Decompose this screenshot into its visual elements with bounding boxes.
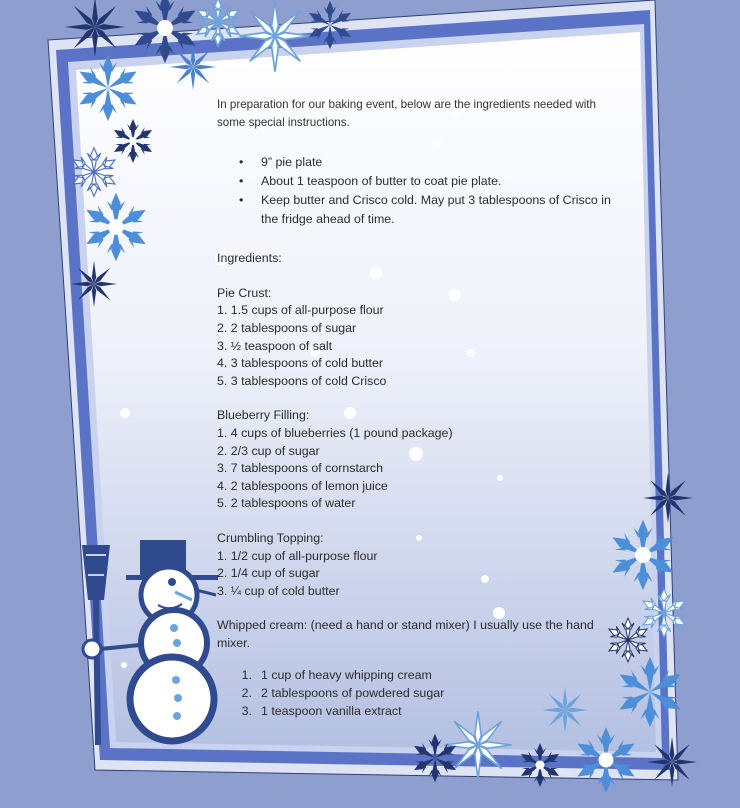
- blueberry-filling-item: 1. 4 cups of blueberries (1 pound package): [217, 425, 453, 440]
- pie-crust-item: 1. 1.5 cups of all-purpose flour: [217, 303, 384, 318]
- bullet-item: • Keep butter and Crisco cold. May put 3 tablespoons of Crisco in the fridge ahead of time.: [217, 191, 627, 229]
- blueberry-filling-item: 2. 2/3 cup of sugar: [217, 443, 320, 458]
- bullet-list: [217, 153, 627, 229]
- blueberry-filling-heading: Blueberry Filling:: [217, 408, 310, 423]
- list-number: 2.: [241, 686, 252, 701]
- pie-crust-heading: Pie Crust:: [217, 285, 272, 300]
- crumbling-topping-heading: Crumbling Topping:: [217, 530, 324, 545]
- crumbling-topping-item: 3. ¼ cup of cold butter: [217, 583, 340, 598]
- whipped-cream-item: [217, 684, 627, 702]
- snowflake-icon: [170, 44, 216, 90]
- pie-crust-item: 5. 3 tablespoons of cold Crisco: [217, 373, 387, 388]
- blueberry-filling-item: 3. 7 tablespoons of cornstarch: [217, 461, 383, 476]
- whipped-cream-item: [217, 702, 627, 720]
- list-number: 3.: [241, 704, 252, 719]
- snowflake-icon: [643, 473, 693, 523]
- bullet-item: • About 1 teaspoon of butter to coat pie plate.: [217, 172, 627, 191]
- list-text: 1 teaspoon vanilla extract: [261, 704, 402, 719]
- snowflake-icon: [239, 0, 310, 71]
- bullet-item: • 9” pie plate: [217, 153, 627, 172]
- pie-crust-item: 4. 3 tablespoons of cold butter: [217, 356, 384, 371]
- snowflake-icon: [71, 261, 117, 307]
- ingredients-heading: Ingredients:: [217, 251, 282, 266]
- intro-paragraph: In preparation for our baking event, below are the ingredients needed with some special instructions.: [217, 98, 596, 129]
- crumbling-topping-item: 2. 1/4 cup of sugar: [217, 566, 320, 581]
- list-number: 1.: [241, 668, 252, 683]
- blueberry-filling-item: 5. 2 tablespoons of water: [217, 496, 356, 511]
- pie-crust-item: 3. ½ teaspoon of salt: [217, 338, 333, 353]
- whipped-cream-list: [217, 666, 627, 720]
- list-text: 2 tablespoons of powdered sugar: [261, 686, 445, 701]
- pie-crust-item: 2. 2 tablespoons of sugar: [217, 320, 357, 335]
- list-text: 1 cup of heavy whipping cream: [261, 668, 432, 683]
- crumbling-topping-item: 1. 1/2 cup of all-purpose flour: [217, 548, 378, 563]
- blueberry-filling-item: 4. 2 tablespoons of lemon juice: [217, 478, 388, 493]
- recipe-document: [217, 96, 627, 720]
- whipped-cream-heading: Whipped cream: (need a hand or stand mixer) I usually use the hand mixer.: [217, 618, 594, 650]
- snowflake-icon: [647, 737, 697, 787]
- whipped-cream-item: [217, 666, 627, 684]
